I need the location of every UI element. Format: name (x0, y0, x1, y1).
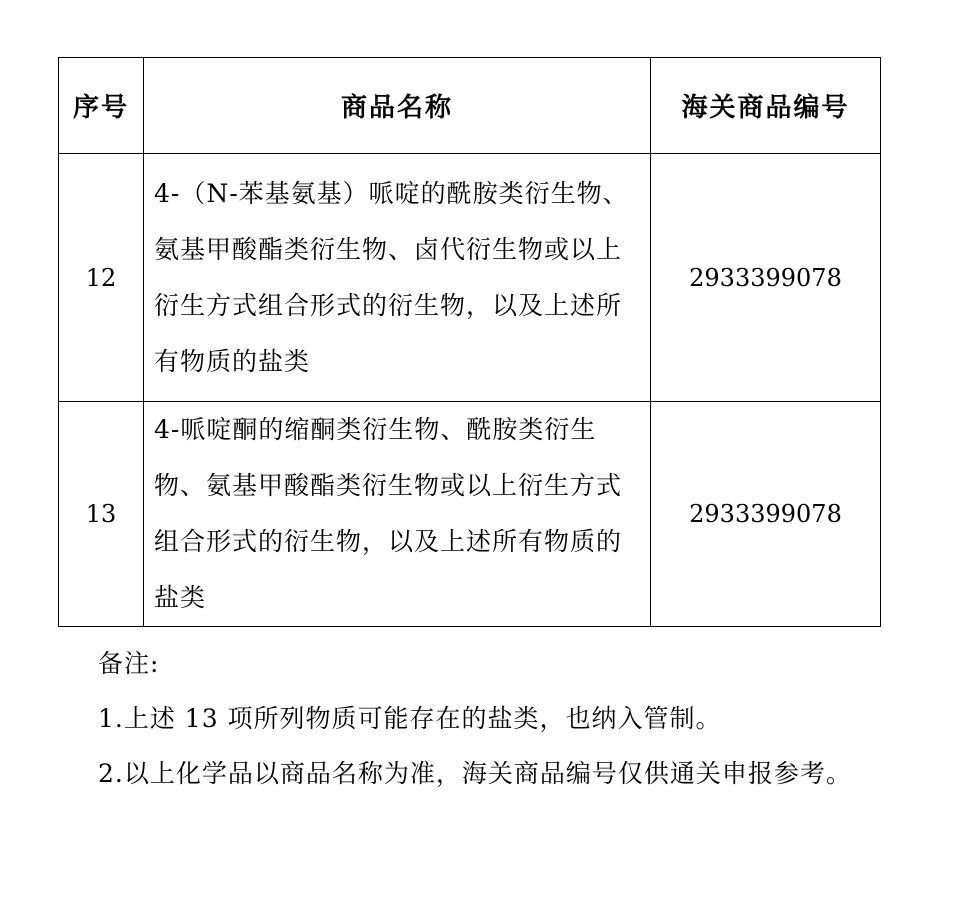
row-name: 4-哌啶酮的缩酮类衍生物、酰胺类衍生物、氨基甲酸酯类衍生物或以上衍生方式组合形式的衍生物，以及上述所有物质的盐类 (144, 402, 651, 627)
note-item-2: 2.以上化学品以商品名称为准，海关商品编号仅供通关申报参考。 (98, 759, 852, 788)
table-header-row (59, 58, 881, 154)
header-name: 商品名称 (144, 58, 651, 154)
notes-title: 备注: (98, 649, 160, 678)
table-row (59, 154, 881, 402)
table-row (59, 402, 881, 627)
row-code: 2933399078 (651, 154, 881, 402)
row-seq: 13 (59, 402, 144, 627)
header-seq: 序号 (59, 58, 144, 154)
note-item-1: 1.上述 13 项所列物质可能存在的盐类，也纳入管制。 (98, 704, 722, 733)
substance-table (58, 57, 881, 627)
notes-section (98, 636, 858, 801)
row-name: 4-（N-苯基氨基）哌啶的酰胺类衍生物、氨基甲酸酯类衍生物、卤代衍生物或以上衍生方式组合形式的衍生物，以及上述所有物质的盐类 (144, 154, 651, 402)
header-code: 海关商品编号 (651, 58, 881, 154)
row-code: 2933399078 (651, 402, 881, 627)
row-seq: 12 (59, 154, 144, 402)
